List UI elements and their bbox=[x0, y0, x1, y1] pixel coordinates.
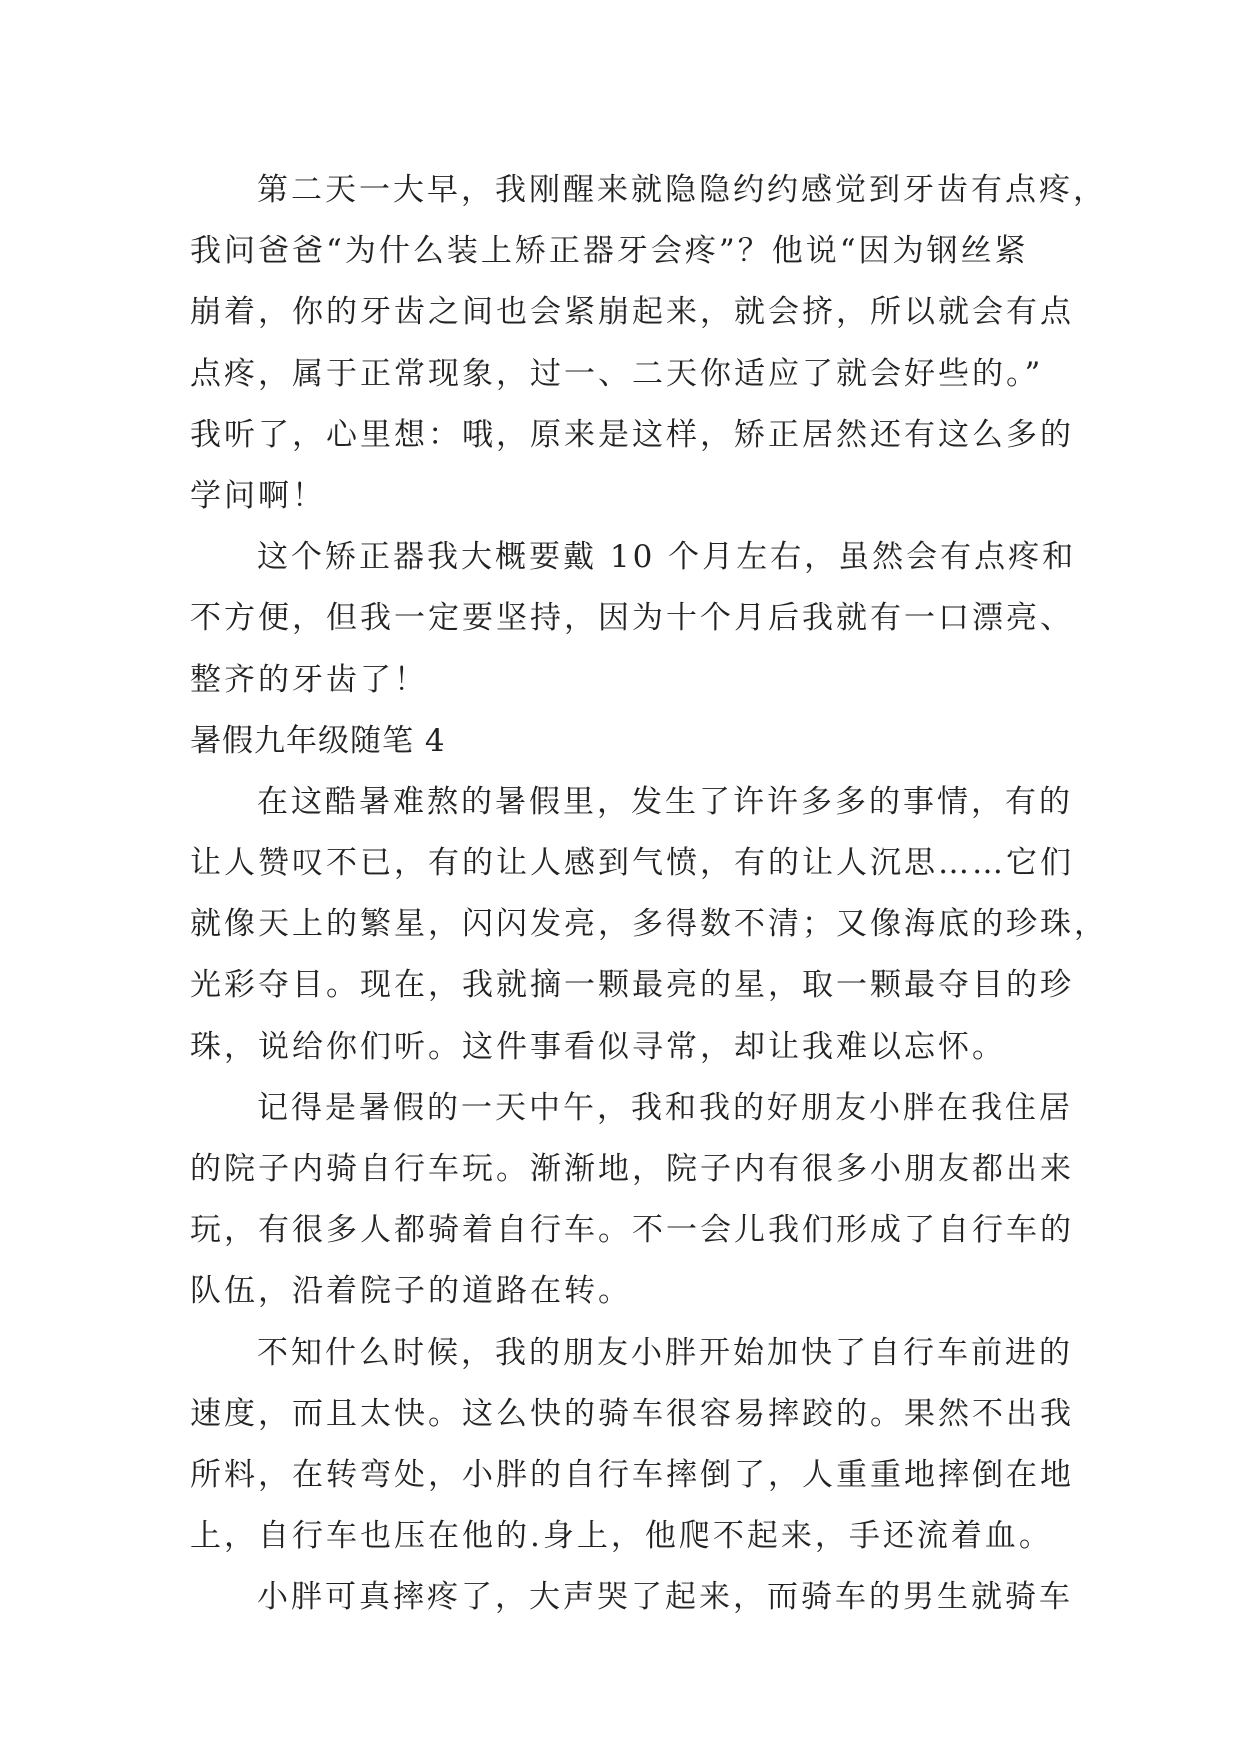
text-line: 玩，有很多人都骑着自行车。不一会儿我们形成了自行车的 bbox=[190, 1212, 1074, 1249]
text-line: 第二天一大早，我刚醒来就隐隐约约感觉到牙齿有点疼， bbox=[257, 172, 1107, 208]
text-line: 的院子内骑自行车玩。渐渐地，院子内有很多小朋友都出来 bbox=[190, 1151, 1074, 1187]
text-line: 珠，说给你们听。这件事看似寻常，却让我难以忘怀。 bbox=[190, 1028, 1006, 1065]
text-line: 光彩夺目。现在，我就摘一颗最亮的星，取一颗最夺目的珍 bbox=[190, 967, 1074, 1004]
text-line: 点疼，属于正常现象，过一、二天你适应了就会好些的。” bbox=[190, 355, 1044, 392]
text-line: 学问啊！ bbox=[190, 477, 326, 514]
text-line: 队伍，沿着院子的道路在转。 bbox=[190, 1273, 632, 1310]
paragraph bbox=[190, 527, 1090, 711]
text-line: 崩着，你的牙齿之间也会紧崩起来，就会挤，所以就会有点 bbox=[190, 294, 1074, 331]
text-line: 在这酷暑难熬的暑假里，发生了许许多多的事情，有的 bbox=[257, 783, 1073, 820]
paragraph bbox=[190, 1567, 1090, 1628]
text-line: 记得是暑假的一天中午，我和我的好朋友小胖在我住居 bbox=[257, 1089, 1073, 1126]
paragraph bbox=[190, 772, 1108, 1078]
paragraph bbox=[190, 1323, 1090, 1568]
section-heading: 暑假九年级随笔 4 bbox=[190, 722, 446, 759]
paragraph bbox=[190, 1078, 1090, 1323]
text-line: 小胖可真摔疼了，大声哭了起来，而骑车的男生就骑车 bbox=[257, 1579, 1073, 1616]
text-line: 我问爸爸“为什么装上矫正器牙会疼”？他说“因为钢丝紧 bbox=[190, 233, 1029, 270]
text-line: 速度，而且太快。这么快的骑车很容易摔跤的。果然不出我 bbox=[190, 1395, 1074, 1432]
text-line: 整齐的牙齿了！ bbox=[190, 661, 428, 698]
text-line: 这个矫正器我大概要戴 10 个月左右，虽然会有点疼和 bbox=[257, 539, 1077, 576]
text-line: 不方便，但我一定要坚持，因为十个月后我就有一口漂亮、 bbox=[190, 600, 1074, 637]
paragraph bbox=[190, 160, 1107, 527]
text-line: 我听了，心里想：哦，原来是这样，矫正居然还有这么多的 bbox=[190, 416, 1074, 453]
text-line: 不知什么时候，我的朋友小胖开始加快了自行车前进的 bbox=[257, 1334, 1073, 1371]
text-line: 所料，在转弯处，小胖的自行车摔倒了，人重重地摔倒在地 bbox=[190, 1456, 1074, 1493]
text-line: 就像天上的繁星，闪闪发亮，多得数不清；又像海底的珍珠， bbox=[190, 906, 1108, 943]
text-line: 上，自行车也压在他的.身上，他爬不起来，手还流着血。 bbox=[190, 1518, 1053, 1555]
document-body bbox=[190, 160, 1108, 1629]
text-line: 让人赞叹不已，有的让人感到气愤，有的让人沉思……它们 bbox=[190, 845, 1074, 882]
